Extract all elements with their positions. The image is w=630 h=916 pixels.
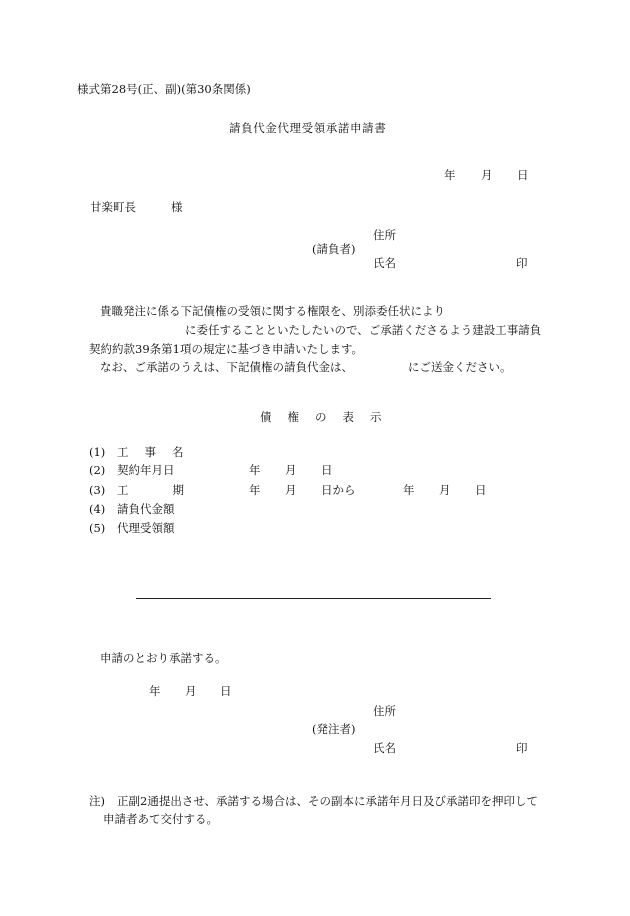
claim-5-label: 代理受領額 xyxy=(117,521,175,535)
approval-month: 月 xyxy=(185,684,197,698)
claim-2-year: 年 xyxy=(249,463,261,477)
section-title: 債権の表示 xyxy=(260,410,398,424)
applicant-address-label: 住所 xyxy=(373,228,396,242)
date-year-label: 年 xyxy=(444,168,456,182)
claim-2-month: 月 xyxy=(285,463,297,477)
note-line-1: 正副2通提出させ、承諾する場合は、その副本に承諾年月日及び承諾印を押印して xyxy=(117,794,538,808)
claim-4-label: 請負代金額 xyxy=(117,502,175,516)
claim-3-number: (3) xyxy=(89,483,106,497)
claim-2-label: 契約年月日 xyxy=(117,463,175,477)
form-number: 様式第28号(正、副)(第30条関係) xyxy=(77,82,251,96)
claim-3-month: 月 xyxy=(285,483,297,497)
claim-3-year-end: 年 xyxy=(403,483,415,497)
body-line-4b: にご送金ください。 xyxy=(408,360,512,374)
body-line-4a: なお、ご承諾のうえは、下記債権の請負代金は、 xyxy=(100,360,353,374)
addressee-honorific: 様 xyxy=(171,200,183,214)
applicant-role: (請負者) xyxy=(312,242,356,256)
document-title: 請負代金代理受領承諾申請書 xyxy=(229,121,387,135)
note-line-2: 申請者あて交付する。 xyxy=(103,812,218,826)
body-line-2: に委任することといたしたいので、ご承諾くださるよう建設工事請負 xyxy=(185,323,542,337)
claim-3-label: 工期 xyxy=(117,483,228,497)
applicant-seal: 印 xyxy=(516,256,528,270)
approver-address-label: 住所 xyxy=(373,704,396,718)
approval-statement: 申請のとおり承諾する。 xyxy=(100,651,227,665)
claim-1-label: 工事名 xyxy=(117,445,200,459)
body-line-1: 貴職発注に係る下記債権の受領に関する権限を、別添委任状により xyxy=(100,304,445,318)
approval-day: 日 xyxy=(220,684,232,698)
claim-3-day-from: 日から xyxy=(321,483,356,497)
claim-3-year: 年 xyxy=(249,483,261,497)
note-label: 注) xyxy=(89,794,105,808)
body-line-3: 契約約款39条第1項の規定に基づき申請いたします。 xyxy=(89,342,364,356)
addressee-name: 甘楽町長 xyxy=(90,200,136,214)
applicant-name-label: 氏名 xyxy=(373,256,396,270)
approver-role: (発注者) xyxy=(312,722,356,736)
claim-4-number: (4) xyxy=(89,502,106,516)
claim-1-number: (1) xyxy=(89,445,106,459)
approver-seal: 印 xyxy=(516,741,528,755)
claim-2-day: 日 xyxy=(321,463,333,477)
date-day-label: 日 xyxy=(517,168,529,182)
claim-5-number: (5) xyxy=(89,521,106,535)
approval-year: 年 xyxy=(149,684,161,698)
claim-3-day-end: 日 xyxy=(475,483,487,497)
claim-2-number: (2) xyxy=(89,463,106,477)
approver-name-label: 氏名 xyxy=(373,741,396,755)
divider-line xyxy=(136,598,491,599)
date-month-label: 月 xyxy=(481,168,493,182)
claim-3-month-end: 月 xyxy=(439,483,451,497)
